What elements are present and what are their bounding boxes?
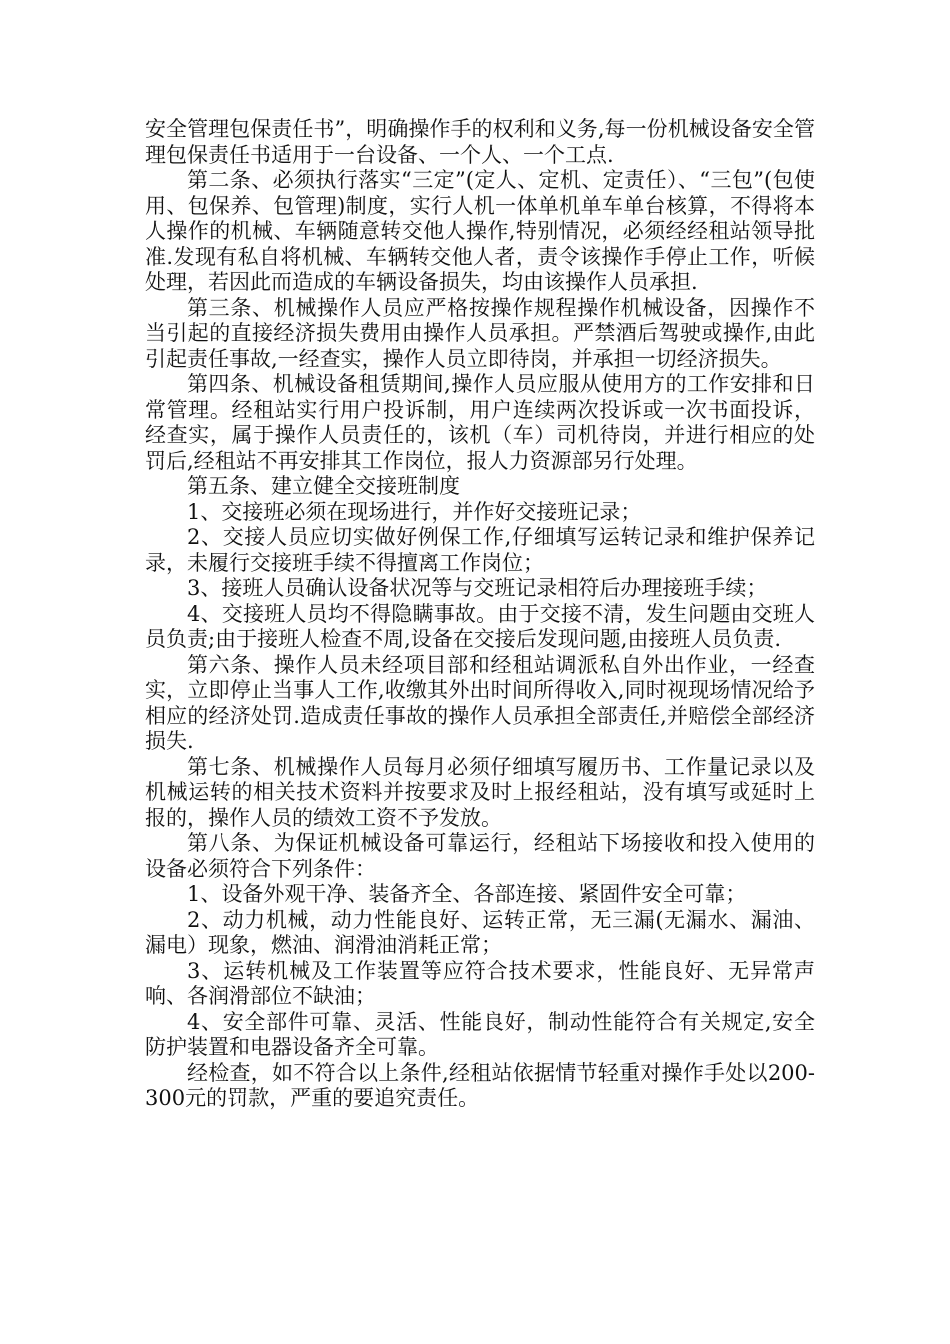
list-item-condition-4: 4、安全部件可靠、灵活、性能良好，制动性能符合有关规定,安全防护装置和电器设备齐全可靠。 [145,1009,815,1059]
list-item-condition-1: 1、设备外观干净、装备齐全、各部连接、紧固件安全可靠； [187,882,747,906]
list-item-handover-4: 4、交接班人员均不得隐瞒事故。由于交接不清，发生问题由交班人员负责;由于接班人检查不周,设备在交接后发现问题,由接班人员负责. [145,601,815,651]
paragraph-article-4: 第四条、机械设备租赁期间,操作人员应服从使用方的工作安排和日常管理。经租站实行用户投诉制，用户连续两次投诉或一次书面投诉，经查实，属于操作人员责任的，该机（车）司机待岗，并进行相应的处罚后,经租站不再安排其工作岗位，报人力资源部另行处理。 [145,372,815,473]
list-item-condition-2: 2、动力机械，动力性能良好、运转正常，无三漏(无漏水、漏油、漏电）现象，燃油、润滑油消耗正常； [145,907,815,957]
paragraph-penalty: 经检查，如不符合以上条件,经租站依据情节轻重对操作手处以200-300元的罚款，严重的要追究责任。 [145,1060,815,1110]
document-body [145,117,815,1112]
paragraph-responsibility-letter: 安全管理包保责任书”，明确操作手的权利和义务,每一份机械设备安全管理包保责任书适用于一台设备、一个人、一个工点. [145,117,815,167]
list-item-handover-2: 2、交接人员应切实做好例保工作,仔细填写运转记录和维护保养记录，未履行交接班手续不得擅离工作岗位； [145,525,815,575]
paragraph-article-6: 第六条、操作人员未经项目部和经租站调派私自外出作业，一经查实，立即停止当事人工作,收缴其外出时间所得收入,同时视现场情况给予相应的经济处罚.造成责任事故的操作人员承担全部责任,并赔偿全部经济损失. [145,652,815,753]
paragraph-article-5: 第五条、建立健全交接班制度 [187,474,460,498]
paragraph-article-2: 第二条、必须执行落实“三定”(定人、定机、定责任）、“三包”(包使用、包保养、包管理)制度，实行人机一体单机单车单台核算，不得将本人操作的机械、车辆随意转交他人操作,特别情况，必须经经租站领导批准.发现有私自将机械、车辆转交他人者，责令该操作手停止工作，听候处理，若因此而造成的车辆设备损失，均由该操作人员承担. [145,168,815,294]
paragraph-article-7: 第七条、机械操作人员每月必须仔细填写履历书、工作量记录以及机械运转的相关技术资料并按要求及时上报经租站，没有填写或延时上报的，操作人员的绩效工资不予发放。 [145,754,815,830]
list-item-handover-3: 3、接班人员确认设备状况等与交班记录相符后办理接班手续； [187,576,768,600]
list-item-condition-3: 3、运转机械及工作装置等应符合技术要求，性能良好、无异常声响、各润滑部位不缺油； [145,958,815,1008]
list-item-handover-1: 1、交接班必须在现场进行，并作好交接班记录； [187,499,642,524]
paragraph-article-3: 第三条、机械操作人员应严格按操作规程操作机械设备，因操作不当引起的直接经济损失费用由操作人员承担。严禁酒后驾驶或操作,由此引起责任事故,一经查实，操作人员立即待岗，并承担一切经济损失。 [145,295,815,371]
paragraph-article-8: 第八条、为保证机械设备可靠运行，经租站下场接收和投入使用的设备必须符合下列条件： [145,831,815,881]
